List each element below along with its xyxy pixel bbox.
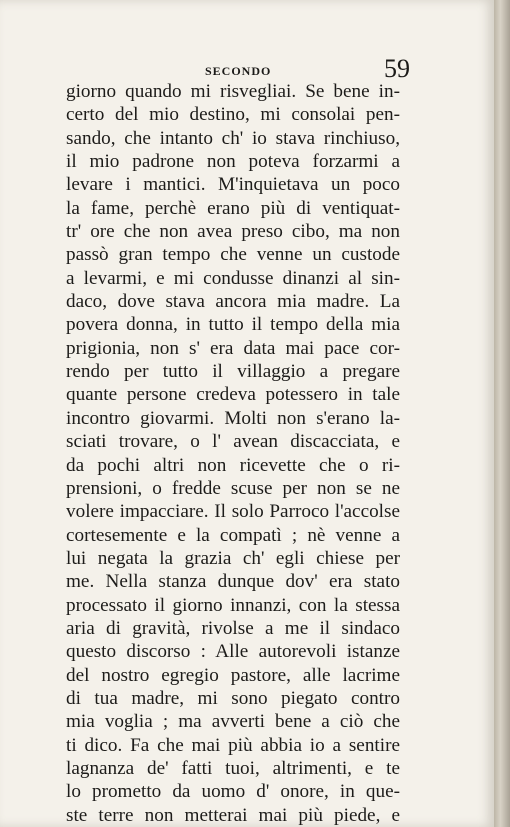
text-line: ste terre non metterai mai più piede, e	[66, 804, 400, 826]
text-line: il mio padrone non poteva forzarmi a	[66, 151, 400, 173]
text-line: passò gran tempo che venne un custode	[66, 244, 400, 266]
body-text	[66, 80, 400, 827]
text-line: lui negata la grazia ch' egli chiese per	[66, 547, 400, 569]
text-line: questo discorso : Alle autorevoli istanze	[66, 641, 400, 663]
text-line: daco, dove stava ancora mia madre. La	[66, 291, 400, 313]
text-line: da pochi altri non ricevette che o ri-	[66, 454, 400, 476]
text-line: sciati trovare, o l' avean discacciata, e	[66, 431, 400, 453]
text-line: prigionia, non s' era data mai pace cor-	[66, 337, 400, 359]
text-line: povera donna, in tutto il tempo della mia	[66, 314, 400, 336]
text-line: giorno quando mi risvegliai. Se bene in-	[66, 81, 400, 102]
page-number: 59	[384, 54, 410, 83]
text-line: me. Nella stanza dunque dov' era stato	[66, 571, 400, 593]
text-line: certo del mio destino, mi consolai pen-	[66, 104, 400, 126]
text-line: volere impacciare. Il solo Parroco l'accolse	[66, 501, 400, 523]
running-head: SECONDO	[205, 64, 272, 78]
text-line: rendo per tutto il villaggio a pregare	[66, 361, 400, 383]
text-line: cortesemente e la compatì ; nè venne a	[66, 524, 400, 546]
text-line: a levarmi, e mi condusse dinanzi al sin-	[66, 267, 400, 289]
text-line: prensioni, o fredde scuse per non se ne	[66, 477, 400, 499]
text-line: la fame, perchè erano più di ventiquat-	[66, 197, 400, 219]
text-line: tr' ore che non avea preso cibo, ma non	[66, 221, 400, 243]
page-edge	[494, 0, 510, 827]
text-line: processato il giorno innanzi, con la stessa	[66, 594, 400, 616]
text-line: incontro giovarmi. Molti non s'erano la-	[66, 407, 400, 429]
text-line: quante persone credeva potessero in tale	[66, 384, 400, 406]
text-line: sando, che intanto ch' io stava rinchiuso,	[66, 127, 400, 149]
text-line: levare i mantici. M'inquietava un poco	[66, 174, 400, 196]
text-line: lagnanza de' fatti tuoi, altrimenti, e te	[66, 757, 400, 779]
text-line: ti dico. Fa che mai più abbia io a sentire	[66, 734, 400, 756]
text-line: mia voglia ; ma avverti bene a ciò che	[66, 711, 400, 733]
text-line: del nostro egregio pastore, alle lacrime	[66, 664, 400, 686]
text-line: aria di gravità, rivolse a me il sindaco	[66, 617, 400, 639]
text-line: di tua madre, mi sono piegato contro	[66, 687, 400, 709]
text-line: lo prometto da uomo d' onore, in que-	[66, 781, 400, 803]
